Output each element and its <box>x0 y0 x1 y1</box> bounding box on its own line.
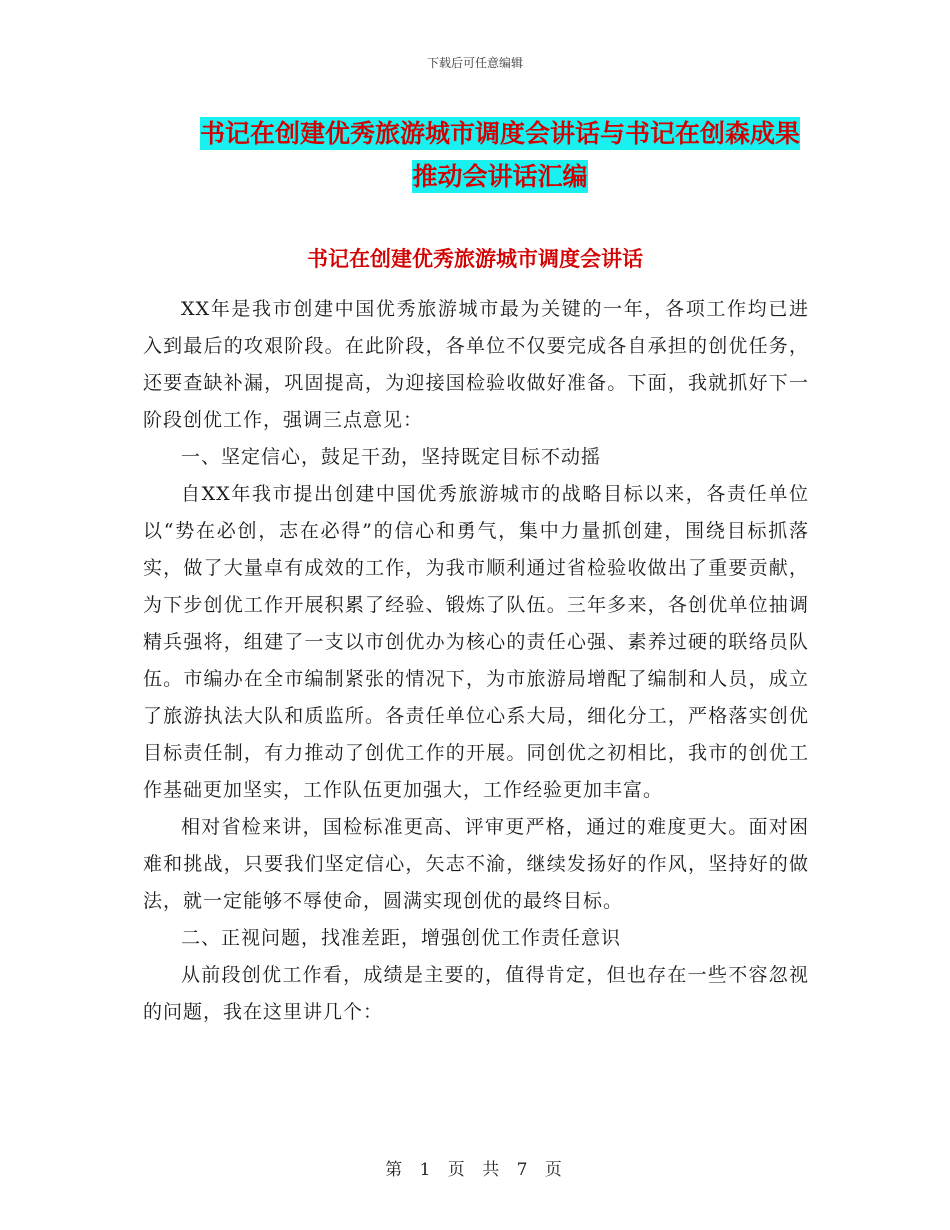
paragraph: 相对省检来讲，国检标准更高、评审更严格，通过的难度更大。面对困难和挑战，只要我们坚定信心，矢志不渝，继续发扬好的作风，坚持好的做法，就一定能够不辱使命，圆满实现创优的最终目标。 <box>143 816 809 912</box>
page-footer: 第 1 页 共 7 页 <box>385 1160 565 1180</box>
header-note: 下载后可任意编辑 <box>426 56 523 70</box>
document-body <box>143 291 809 1031</box>
paragraph: 自XX年我市提出创建中国优秀旅游城市的战略目标以来，各责任单位以“势在必创，志在必得”的信心和勇气，集中力量抓创建，围绕目标抓落实，做了大量卓有成效的工作，为我市顺利通过省检验收做出了重要贡献，为下步创优工作开展积累了经验、锻炼了队伍。三年多来，各创优单位抽调精兵强将，组建了一支以市创优办为核心的责任心强、素养过硬的联络员队伍。市编办在全市编制紧张的情况下，为市旅游局增配了编制和人员，成立了旅游执法大队和质监所。各责任单位心系大局，细化分工，严格落实创优目标责任制，有力推动了创优工作的开展。同创优之初相比，我市的创优工作基础更加坚实，工作队伍更加强大，工作经验更加丰富。 <box>143 483 809 801</box>
document-title <box>190 112 810 198</box>
section-heading: 二、正视问题，找准差距，增强创优工作责任意识 <box>181 927 622 949</box>
section-title: 书记在创建优秀旅游城市调度会讲话 <box>307 247 643 271</box>
paragraph: XX年是我市创建中国优秀旅游城市最为关键的一年，各项工作均已进入到最后的攻艰阶段。在此阶段，各单位不仅要完成各自承担的创优任务，还要查缺补漏，巩固提高，为迎接国检验收做好准备。下面，我就抓好下一阶段创优工作，强调三点意见： <box>143 298 809 431</box>
section-heading: 一、坚定信心，鼓足干劲，坚持既定目标不动摇 <box>181 446 602 468</box>
document-title-text: 书记在创建优秀旅游城市调度会讲话与书记在创森成果推动会讲话汇编 <box>199 119 800 191</box>
paragraph: 从前段创优工作看，成绩是主要的，值得肯定，但也存在一些不容忽视的问题，我在这里讲几个： <box>143 964 809 1023</box>
